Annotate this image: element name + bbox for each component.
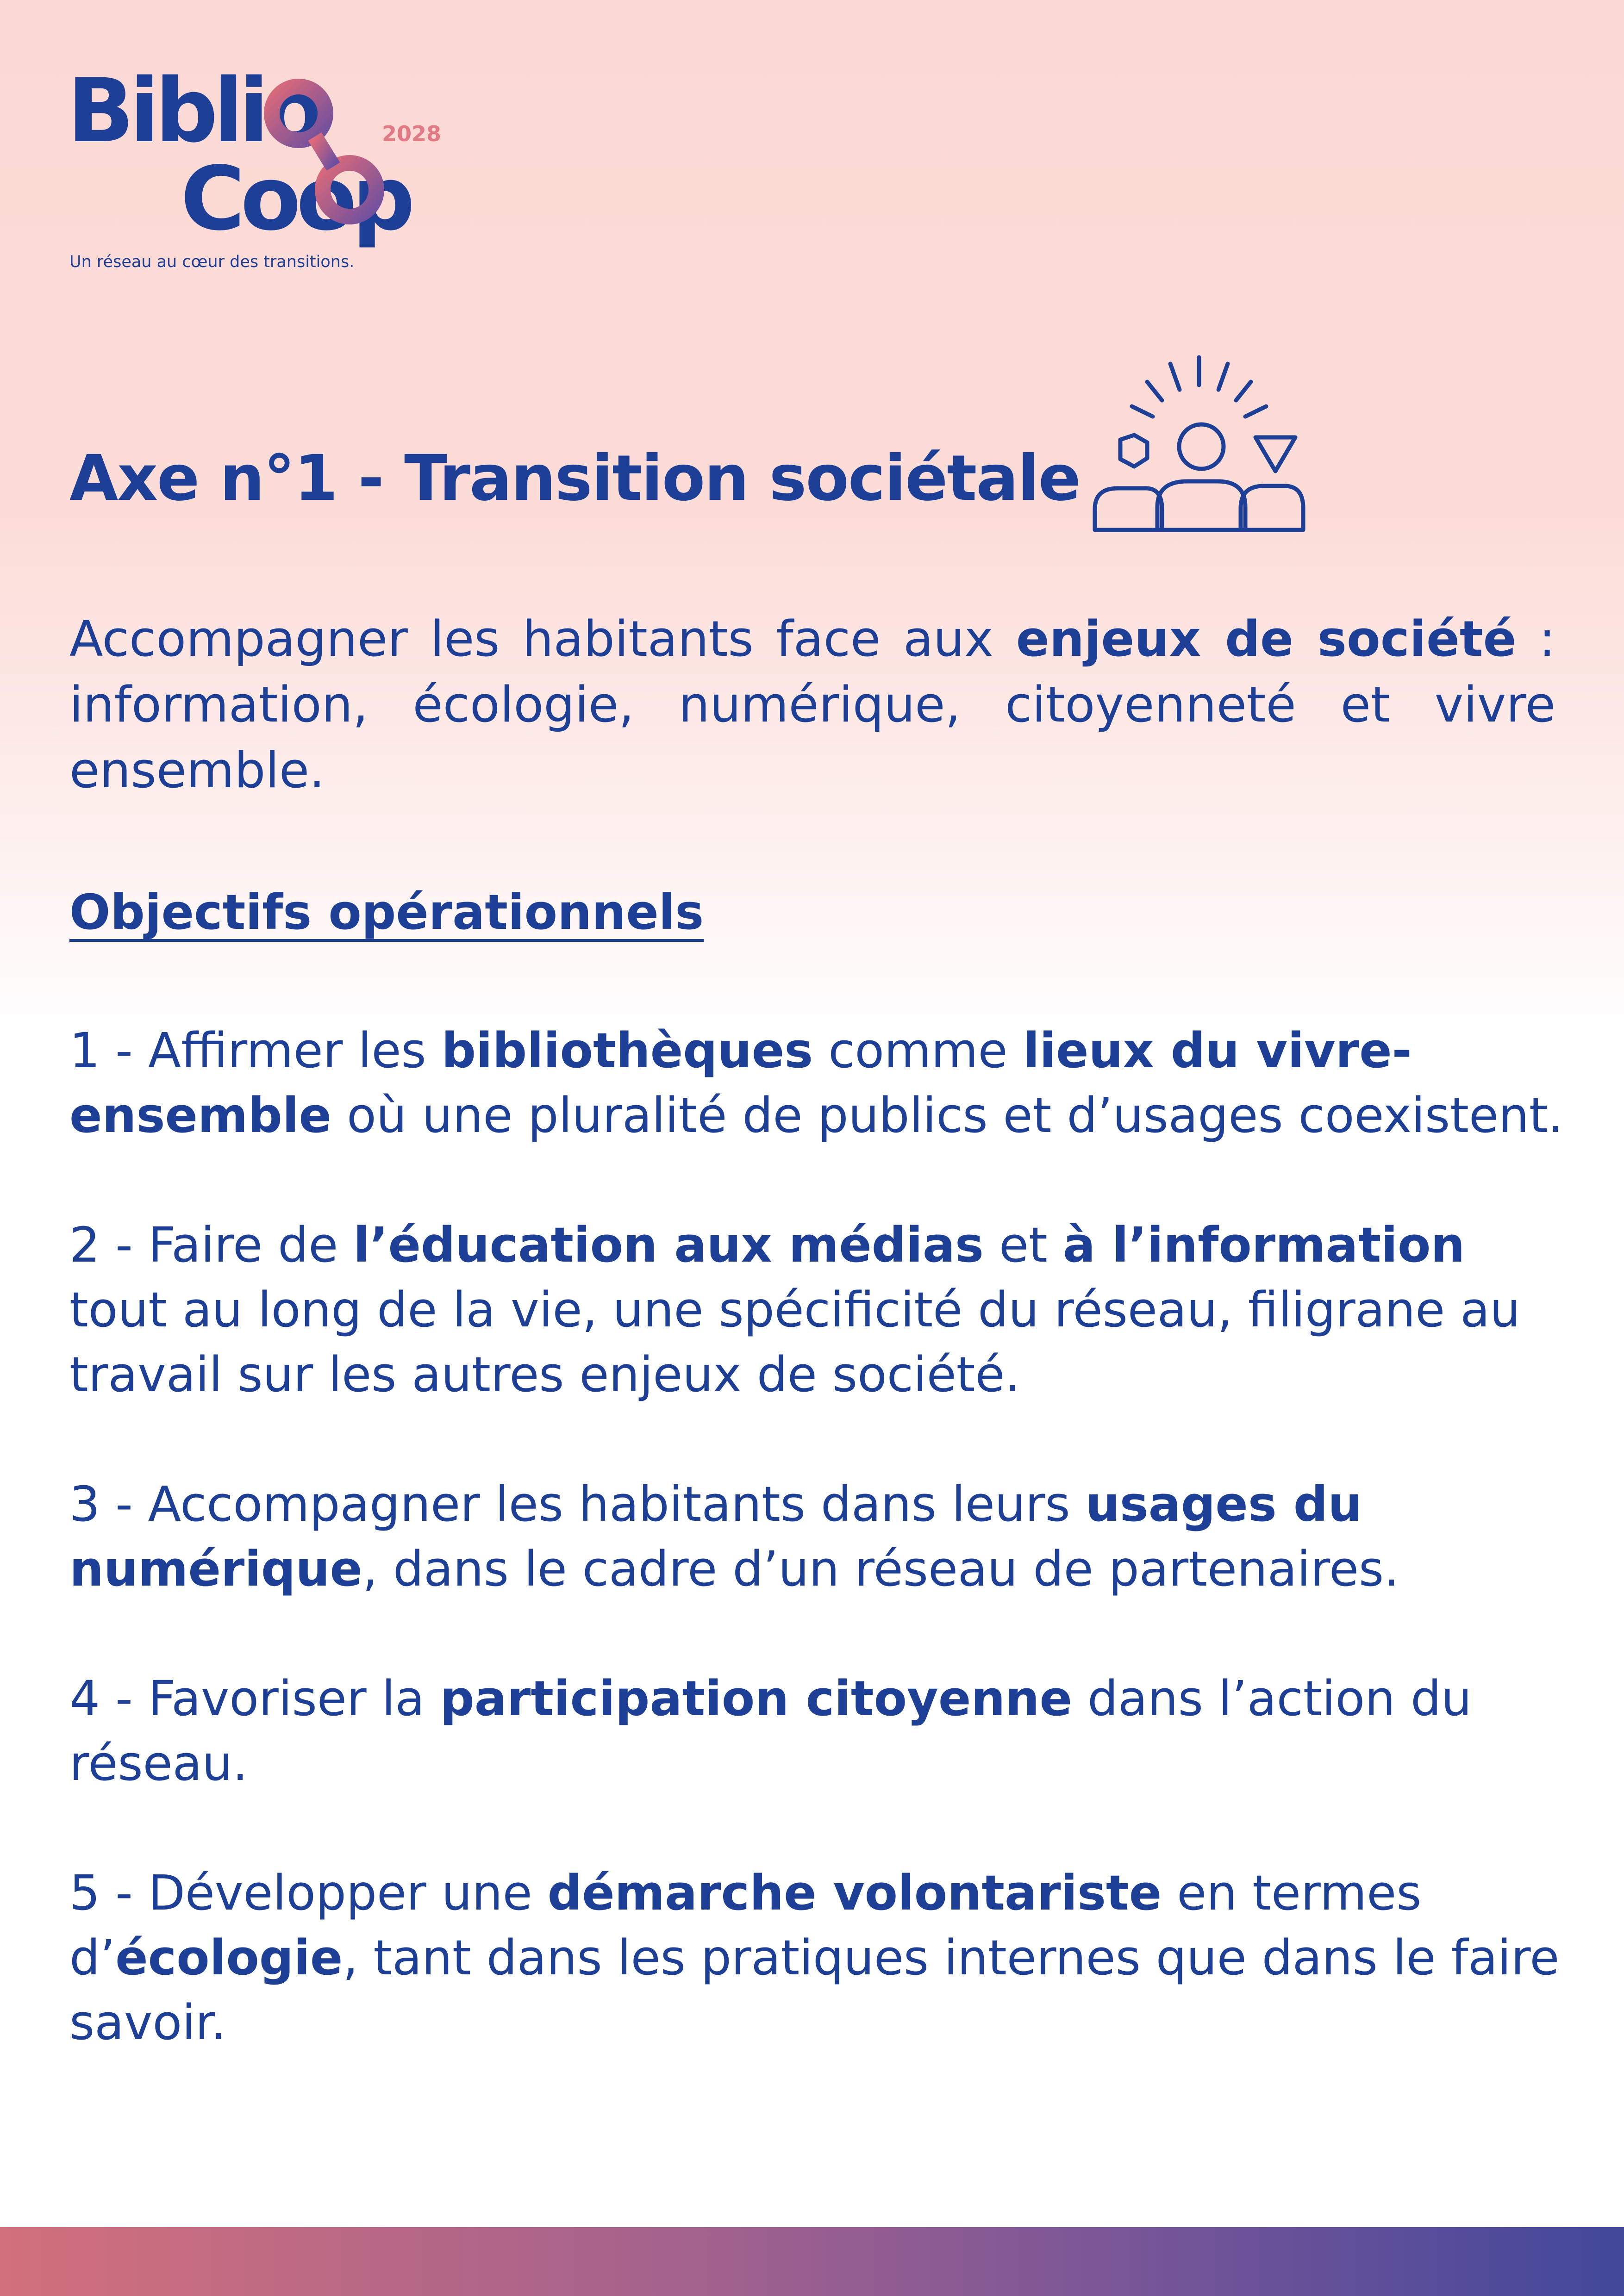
objective-item: 1 - Affirmer les bibliothèques comme lieux du vivre-ensemble où une pluralité de publics et d’usages coexistent. <box>69 1022 1563 1144</box>
objective-item: 4 - Favoriser la participation citoyenne dans l’action du réseau. <box>69 1670 1472 1792</box>
logo-word-biblio: Biblio <box>67 69 320 162</box>
objectives-heading: Objectifs opérationnels <box>69 884 704 940</box>
objective-item: 2 - Faire de l’éducation aux médias et à l’information tout au long de la vie, une spécificité du réseau, filigrane au travail sur les autres enjeux de société. <box>69 1217 1520 1403</box>
intro-paragraph: Accompagner les habitants face aux enjeux de société : information, écologie, numérique, citoyenneté et vivre ensemble. <box>69 610 1555 799</box>
page-title: Axe n°1 - Transition sociétale <box>69 442 1080 515</box>
intro-highlight: enjeux de société <box>1016 610 1517 667</box>
objective-item: 3 - Accompagner les habitants dans leurs usages du numérique, dans le cadre d’un réseau de partenaires. <box>69 1476 1399 1597</box>
tagline: Un réseau au cœur des transitions. <box>69 253 355 271</box>
objective-item: 5 - Développer une démarche volontariste en termes d’écologie, tant dans les pratiques internes que dans le faire savoir. <box>69 1865 1560 2051</box>
logo-word-coop: Coop <box>181 148 411 250</box>
footer-gradient-bar <box>0 2227 1624 2296</box>
logo-year: 2028 <box>382 121 442 146</box>
brand-logo <box>67 69 451 273</box>
community-people-icon <box>1088 352 1310 537</box>
objectives-list <box>69 1018 1574 2120</box>
